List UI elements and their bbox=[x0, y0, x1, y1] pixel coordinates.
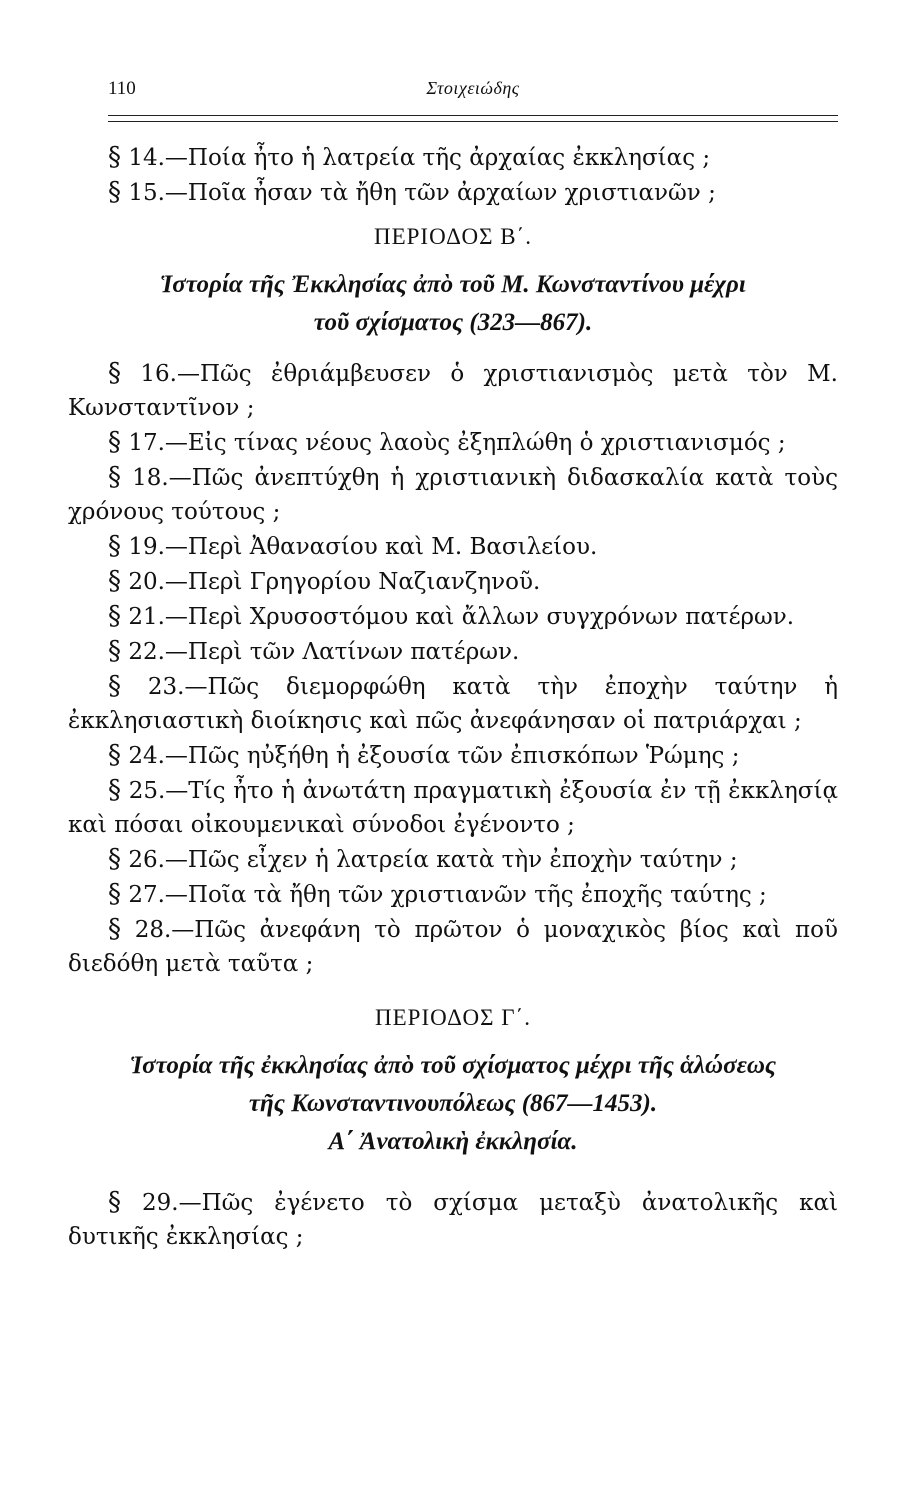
section-text: —Πῶς ἐθριάμβευσεν ὁ χριστιανισμὸς μετὰ τὸν Μ. Κωνσταντῖνον ; bbox=[68, 361, 838, 421]
period-c-heading: ΠΕΡΙΟΔΟΣ Γ΄. bbox=[375, 1005, 531, 1030]
page-header bbox=[108, 78, 838, 108]
section-number: 19. bbox=[128, 534, 165, 560]
section-item bbox=[68, 634, 838, 669]
section-sign: § bbox=[108, 566, 121, 596]
section-item bbox=[68, 175, 838, 210]
section-text: —Ποία ἦτο ἡ λατρεία τῆς ἀρχαίας ἐκκλησίας ; bbox=[164, 145, 711, 171]
section-number: 15. bbox=[128, 180, 165, 206]
section-item bbox=[68, 669, 838, 738]
page-number: 110 bbox=[108, 78, 136, 99]
section-sign: § bbox=[108, 531, 121, 561]
page-body bbox=[68, 140, 838, 1254]
section-item bbox=[68, 425, 838, 460]
section-number: 25. bbox=[128, 778, 166, 804]
section-number: 27. bbox=[128, 882, 165, 908]
period-c-subtitle-line1: Ἱστορία τῆς ἐκκλησίας ἀπὸ τοῦ σχίσματος μέχρι τῆς ἁλώσεως bbox=[129, 1052, 777, 1079]
section-number: 28. bbox=[134, 917, 172, 943]
spacer bbox=[68, 1175, 838, 1185]
section-number: 18. bbox=[132, 465, 169, 491]
section-item bbox=[68, 912, 838, 981]
section-number: 14. bbox=[128, 145, 165, 171]
section-number: 16. bbox=[140, 361, 177, 387]
sections-group-c bbox=[68, 1185, 838, 1254]
section-sign: § bbox=[108, 671, 121, 701]
section-sign: § bbox=[108, 142, 121, 172]
section-number: 17. bbox=[128, 430, 165, 456]
section-item bbox=[68, 599, 838, 634]
running-title: Στοιχειώδης bbox=[426, 78, 520, 98]
section-sign: § bbox=[108, 636, 121, 666]
section-sign: § bbox=[108, 177, 121, 207]
section-sign: § bbox=[108, 358, 121, 388]
period-b-heading: ΠΕΡΙΟΔΟΣ Β΄. bbox=[373, 224, 533, 249]
section-number: 23. bbox=[147, 674, 185, 700]
period-c-subtitle-line3: Α΄ Ἀνατολικὴ ἐκκλησία. bbox=[328, 1128, 578, 1155]
section-text: —Πῶς ἀνεφάνη τὸ πρῶτον ὁ μοναχικὸς βίος καὶ ποῦ διεδόθη μετὰ ταῦτα ; bbox=[68, 917, 839, 977]
section-text: —Περὶ Γρηγορίου Ναζιανζηνοῦ. bbox=[164, 569, 541, 595]
section-text: —Πῶς ηὐξήθη ἡ ἐξουσία τῶν ἐπισκόπων Ῥώμης ; bbox=[164, 743, 740, 769]
section-text: —Περὶ τῶν Λατίνων πατέρων. bbox=[164, 639, 520, 665]
section-sign: § bbox=[108, 844, 121, 874]
section-item bbox=[68, 460, 838, 529]
period-b-subtitle-line1: Ἱστορία τῆς Ἐκκλησίας ἀπὸ τοῦ Μ. Κωνσταντίνου μέχρι bbox=[160, 271, 746, 298]
section-number: 21. bbox=[128, 604, 165, 630]
section-item bbox=[68, 529, 838, 564]
section-text: —Πῶς ἐγένετο τὸ σχίσμα μεταξὺ ἀνατολικῆς καὶ δυτικῆς ἐκκλησίας ; bbox=[68, 1190, 839, 1250]
section-item bbox=[68, 773, 838, 842]
section-sign: § bbox=[108, 740, 121, 770]
section-text: —Πῶς εἶχεν ἡ λατρεία κατὰ τὴν ἐποχὴν ταύτην ; bbox=[164, 847, 738, 873]
section-number: 24. bbox=[128, 743, 165, 769]
header-rule-top bbox=[108, 115, 838, 116]
section-sign: § bbox=[108, 775, 121, 805]
section-item bbox=[68, 738, 838, 773]
section-item bbox=[68, 140, 838, 175]
section-number: 22. bbox=[128, 639, 165, 665]
section-item bbox=[68, 1185, 838, 1254]
spacer bbox=[68, 981, 838, 991]
period-c-subtitle-line2: τῆς Κωνσταντινουπόλεως (867—1453). bbox=[248, 1090, 658, 1117]
period-b-subtitle bbox=[68, 266, 838, 342]
section-sign: § bbox=[108, 462, 121, 492]
section-sign: § bbox=[108, 427, 121, 457]
section-item bbox=[68, 564, 838, 599]
section-number: 20. bbox=[128, 569, 165, 595]
section-text: —Ποῖα τὰ ἤθη τῶν χριστιανῶν τῆς ἐποχῆς ταύτης ; bbox=[164, 882, 767, 908]
section-text: —Περὶ Ἀθανασίου καὶ Μ. Βασιλείου. bbox=[164, 534, 598, 560]
section-sign: § bbox=[108, 601, 121, 631]
section-item bbox=[68, 877, 838, 912]
section-number: 26. bbox=[128, 847, 165, 873]
header-rule-bottom bbox=[108, 121, 838, 122]
section-number: 29. bbox=[142, 1190, 179, 1216]
section-sign: § bbox=[108, 879, 121, 909]
section-text: —Ποῖα ἦσαν τὰ ἤθη τῶν ἀρχαίων χριστιανῶν ; bbox=[164, 180, 716, 206]
sections-group-a bbox=[68, 140, 838, 210]
period-b-subtitle-line2: τοῦ σχίσματος (323—867). bbox=[313, 309, 593, 336]
section-sign: § bbox=[108, 1187, 121, 1217]
period-c-subtitle bbox=[68, 1047, 838, 1161]
section-text: —Περὶ Χρυσοστόμου καὶ ἄλλων συγχρόνων πατέρων. bbox=[164, 604, 795, 630]
section-item bbox=[68, 356, 838, 425]
section-item bbox=[68, 842, 838, 877]
sections-group-b bbox=[68, 356, 838, 981]
section-text: —Πῶς διεμορφώθη κατὰ τὴν ἐποχὴν ταύτην ἡ ἐκκλησιαστικὴ διοίκησις καὶ πῶς ἀνεφάνησαν οἱ πατριάρχαι ; bbox=[68, 674, 838, 734]
section-text: —Εἰς τίνας νέους λαοὺς ἐξηπλώθη ὁ χριστιανισμός ; bbox=[164, 430, 786, 456]
section-sign: § bbox=[108, 914, 121, 944]
section-text: —Πῶς ἀνεπτύχθη ἡ χριστιανικὴ διδασκαλία κατὰ τοὺς χρόνους τούτους ; bbox=[68, 465, 838, 525]
section-text: —Τίς ἦτο ἡ ἀνωτάτη πραγματικὴ ἐξουσία ἐν τῇ ἐκκλησίᾳ καὶ πόσαι οἰκουμενικαὶ σύνοδοι ἐγένοντο ; bbox=[68, 778, 839, 838]
